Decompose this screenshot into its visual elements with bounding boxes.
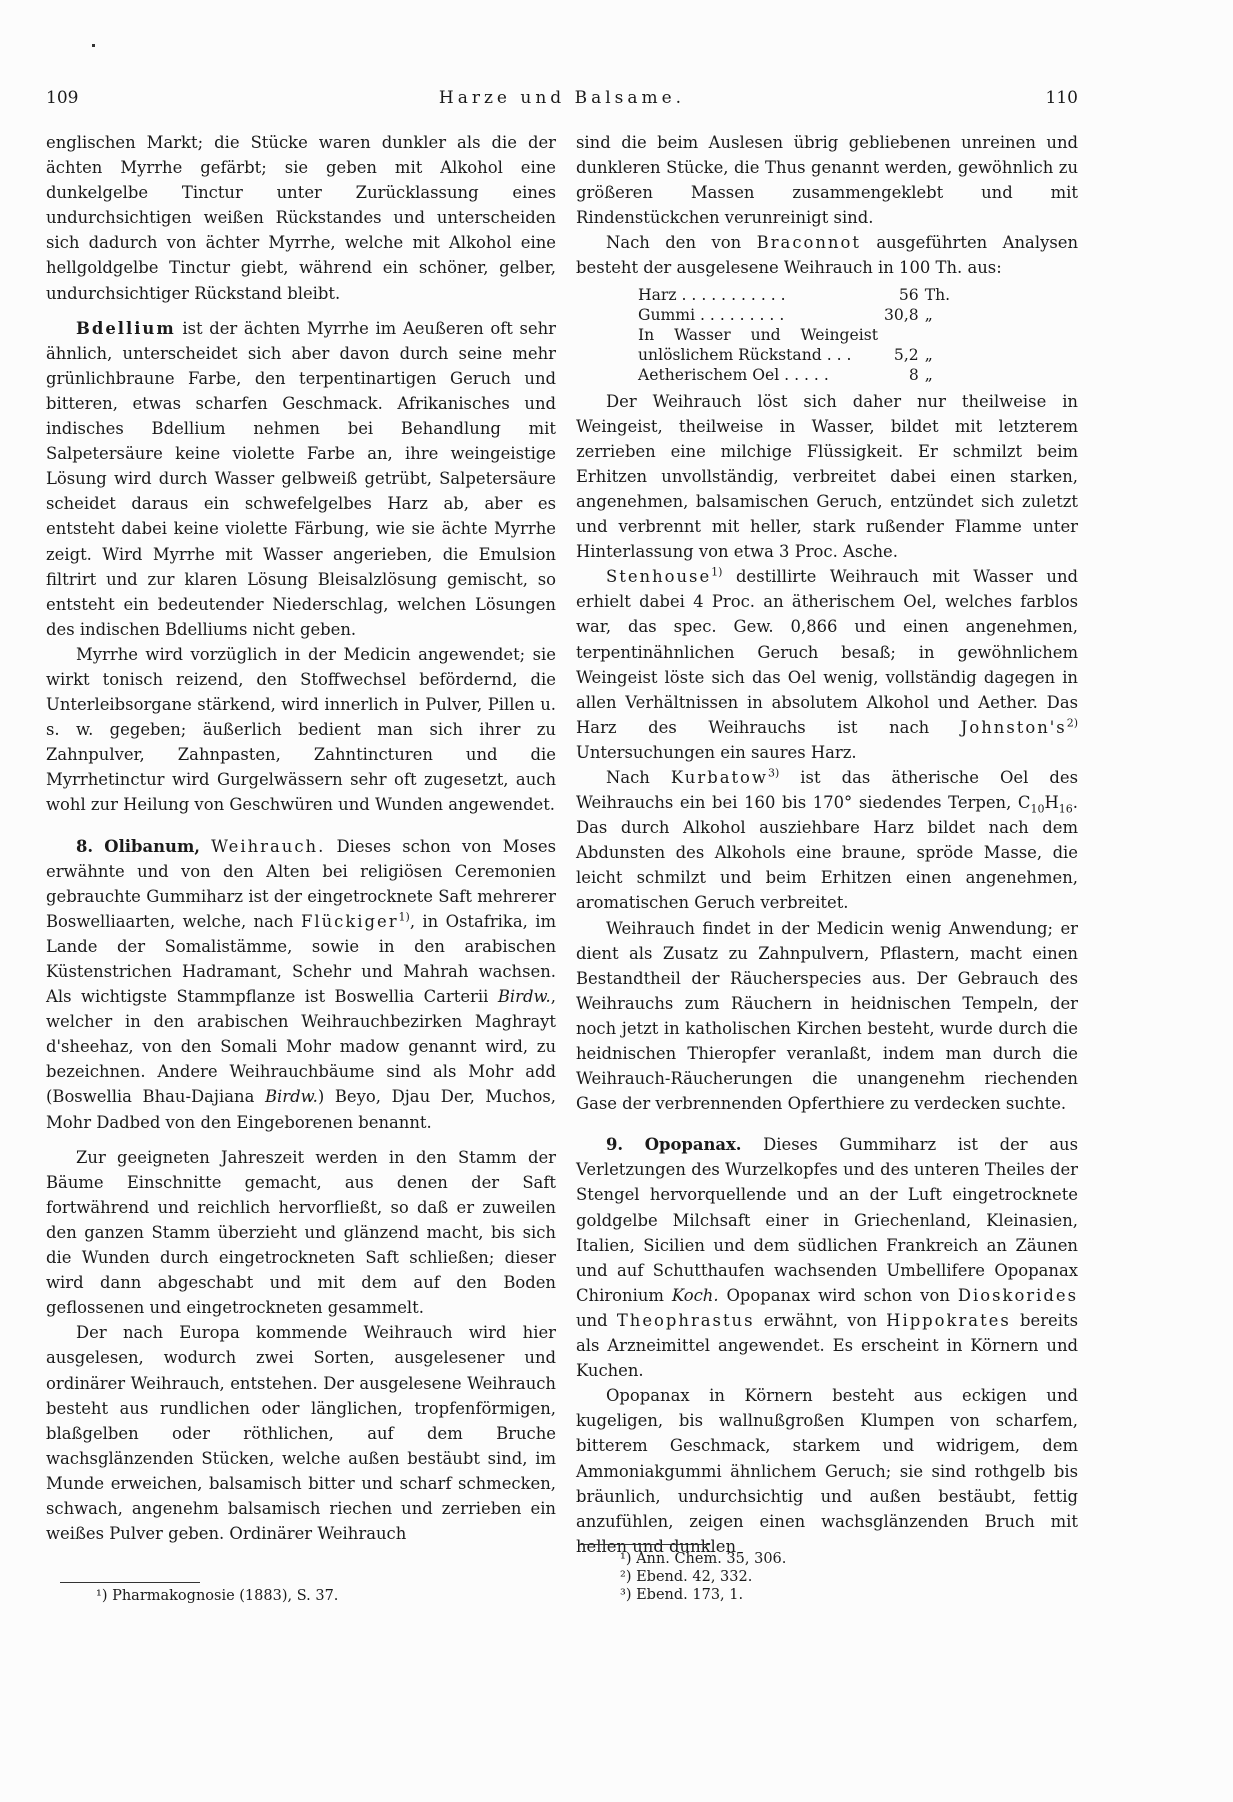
footnotes-right: [620, 1550, 786, 1604]
section-olibanum: 8. Olibanum, Weihrauch. Dieses schon von Moses erwähnte und von den Alten bei religiösen Ceremonien gebrauchte Gummiharz ist der eingetrocknete Saft mehrerer Boswelliaarten, welche, nach Flückiger$^{1)}$, in Ostafrika, im Lande der Somalistämme, sowie in den arabischen Küstenstrichen Hadramant, Schehr und Mahrah wachsen. Als wichtigste Stammpflanze ist Boswellia Carterii Birdw., welcher in den arabischen Weihrauchbezirken Maghrayt d'sheehaz, von den Somali Mohr madow genannt wird, zu bezeichnen. Andere Weihrauchbäume sind als Mohr add (Boswellia Bhau-Dajiana Birdw.) Beyo, Djau Der, Muchos, Mohr Dadbed von den Eingeborenen benannt.: [46, 836, 556, 1132]
composition-table: [638, 285, 956, 385]
author-name: Flückiger: [300, 911, 399, 931]
footnote-left: ¹) Pharmakognosie (1883), S. 37.: [96, 1588, 339, 1604]
section-subtitle: Weihrauch.: [211, 836, 326, 856]
footnote: ¹) Ann. Chem. 35, 306.: [620, 1551, 787, 1567]
paragraph-opopanax-grains: Opopanax in Körnern besteht aus eckigen und kugeligen, bis wallnußgroßen Klumpen von scharfem, bitterem Geschmack, starkem und widrigem, dem Ammoniakgummi ähnlichem Geruch; sie sind rothgelb bis bräunlich, undurchsichtig und außen bestäubt, fettig anzufühlen, zeigen einen wachsglänzenden Bruch mit hellen und dunklen: [576, 1386, 1078, 1556]
footnote-ref: 1): [711, 565, 723, 579]
footnote-rule: [580, 1544, 710, 1545]
paragraph-medicine: Weihrauch findet in der Medicin wenig Anwendung; er dient als Zusatz zu Zahnpulvern, Pflastern, macht einen Bestandtheil der Räucherspecies aus. Der Gebrauch des Weihrauchs zum Räuchern in heidnischen Tempeln, der noch jetzt in katholischen Kirchen besteht, wurde durch die heidnischen Thieropfer veranlaßt, indem man durch die Weihrauch-Räucherungen die unangenehm riechenden Gase der verbrennenden Opferthiere zu verdecken suchte.: [576, 918, 1078, 1114]
paragraph-thus: sind die beim Auslesen übrig gebliebenen unreinen und dunkleren Stücke, die Thus genannt werden, gewöhnlich zu größeren Massen zusammengeklebt und mit Rindenstückchen verunreinigt sind.: [576, 133, 1078, 228]
paragraph-analysis: Nach den von Braconnot ausgeführten Analysen besteht der ausgelesene Weihrauch in 100 Th. aus:: [576, 233, 1078, 278]
paragraph-solubility: Der Weihrauch löst sich daher nur theilweise in Weingeist, theilweise in Wasser, bildet mit letzterem zerrieben eine milchige Flüssigkeit. Er schmilzt beim Erhitzen unvollständig, verbreitet dabei einen starken, angenehmen, balsamischen Geruch, entzündet sich zuletzt und verbrennt mit heller, stark rußender Flamme unter Hinterlassung von etwa 3 Proc. Asche.: [576, 391, 1078, 562]
paragraph-sorting: Der nach Europa kommende Weihrauch wird hier ausgelesen, wodurch zwei Sorten, ausgelesener und ordinärer Weihrauch, entstehen. Der ausgelesene Weihrauch besteht aus rundlichen oder länglichen, tropfenförmigen, blaßgelben oder röthlichen, auf dem Bruche wachsglänzenden Stücken, welche außen bestäubt sind, im Munde erweichen, balsamisch bitter und scharf schmecken, schwach, angenehm balsamisch riechen und zerrieben ein weißes Pulver geben. Ordinärer Weihrauch: [46, 1323, 556, 1544]
ink-speck: [92, 44, 95, 47]
footnote: ²) Ebend. 42, 332.: [620, 1569, 753, 1585]
author-name: Dioskorides: [957, 1285, 1078, 1305]
left-column: [46, 130, 556, 1546]
paragraph-bdellium: Bdellium ist der ächten Myrrhe im Aeußeren oft sehr ähnlich, unterscheidet sich aber davon durch seine mehr grünlichbraune Farbe, den terpentinartigen Geruch und bitteren, etwas scharfen Geschmack. Afrikanisches und indisches Bdellium nehmen bei Behandlung mit Salpetersäure keine violette Farbe an, ihre weingeistige Lösung wird durch Wasser gelbweiß getrübt, Salpetersäure scheidet daraus ein schwefelgelbes Harz ab, aber es entsteht dabei keine violette Färbung, wie sie ächte Myrrhe zeigt. Wird Myrrhe mit Wasser angerieben, die Emulsion filtrirt und zur klaren Lösung Bleisalzlösung gemischt, so entsteht ein bedeutender Niederschlag, welchen Lösungen des indischen Bdelliums nicht geben.: [46, 318, 556, 639]
author-abbrev: Birdw.: [264, 1087, 318, 1107]
footnote-rule: [60, 1582, 200, 1583]
paragraph-myrrh-market: englischen Markt; die Stücke waren dunkler als die der ächten Myrrhe gefärbt; sie geben mit Alkohol eine dunkelgelbe Tinctur unter Zurücklassung eines undurchsichtigen weißen Rückstandes und unterscheiden sich dadurch von ächter Myrrhe, welche mit Alkohol eine hellgoldgelbe Tinctur giebt, während ein schöner, gelber, undurchsichtiger Rückstand bleibt.: [46, 133, 556, 303]
page-number-left: 109: [46, 88, 79, 108]
author-abbrev: Birdw.: [497, 987, 551, 1007]
term-bdellium: Bdellium: [76, 318, 176, 338]
section-title: Opopanax.: [644, 1135, 742, 1155]
paragraph-myrrh-use: Myrrhe wird vorzüglich in der Medicin angewendet; sie wirkt tonisch reizend, den Stoffwechsel befördernd, die Unterleibsorgane stärkend, wird innerlich in Pulver, Pillen u. s. w. gegeben; äußerlich bedient man sich ihrer zu Zahnpulver, Zahnpasten, Zahntincturen und die Myrrhetinctur wird Gurgelwässern sehr oft zugesetzt, auch wohl zur Heilung von Geschwüren und Wunden angewendet.: [46, 644, 556, 815]
running-title: Harze und Balsame.: [438, 88, 686, 108]
footnote: ³) Ebend. 173, 1.: [620, 1587, 744, 1603]
author-name: Kurbatow: [670, 767, 768, 787]
section-opopanax: 9. Opopanax. Dieses Gummiharz ist der aus Verletzungen des Wurzelkopfes und des unteren Theiles der Stengel hervorquellende und an der Luft eingetrocknete goldgelbe Milchsaft einer in Griechenland, Kleinasien, Italien, Sicilien und dem südlichen Frankreich an Zäunen und auf Schutthaufen wachsenden Umbellifere Opopanax Chironium Koch. Opopanax wird schon von Dioskorides und Theophrastus erwähnt, von Hippokrates bereits als Arzneimittel angewendet. Es erscheint in Körnern und Kuchen.: [576, 1135, 1078, 1381]
table-row: Gummi . . . . . . . . . 30,8 „: [638, 305, 933, 324]
author-name: Stenhouse: [606, 567, 712, 587]
table-row: In Wasser und Weingeist unlöslichem Rückstand . . . 5,2 „: [638, 325, 933, 364]
footnote-ref: 1): [398, 910, 410, 924]
author-abbrev: Koch.: [671, 1285, 719, 1305]
paragraph-stenhouse: Stenhouse$^{1)}$ destillirte Weihrauch mit Wasser und erhielt dabei 4 Proc. an ätherischem Oel, welches farblos war, das spec. Gew. 0,866 und einen angenehmen, terpentinähnlichen Geruch besaß; in gewöhnlichem Weingeist löste sich das Oel wenig, vollständig dagegen in allen Verhältnissen in absolutem Alkohol und Aether. Das Harz des Weihrauchs ist nach $Johnston's^{2)}$ Untersuchungen ein saures Harz.: [576, 565, 1078, 762]
table-row: Aetherischem Oel . . . . . 8 „: [638, 365, 933, 384]
paragraph-harvest: Zur geeigneten Jahreszeit werden in den Stamm der Bäume Einschnitte gemacht, aus denen der Saft fortwährend und reichlich hervorfließt, so daß er zuweilen den ganzen Stamm überzieht und glänzend macht, bis sich die Wunden durch eingetrockneten Saft schließen; dieser wird dann abgeschabt und mit dem auf den Boden geflossenen und eingetrockneten gesammelt.: [46, 1147, 556, 1318]
page-number-right: 110: [1045, 88, 1078, 108]
footnote-ref: 2): [1066, 716, 1078, 730]
section-title: Olibanum,: [104, 836, 200, 856]
section-number: 8.: [76, 836, 94, 856]
page-header: [46, 88, 1078, 116]
right-column: [576, 130, 1078, 1559]
author-name: Braconnot: [756, 233, 861, 253]
author-name: Theophrastus: [616, 1310, 755, 1330]
author-name: Johnston's: [960, 717, 1067, 737]
table-row: Harz . . . . . . . . . . . 56 Th.: [638, 285, 951, 304]
paragraph-kurbatow: Nach Kurbatow$^{3)}$ ist das ätherische Oel des Weihrauchs ein bei 160 bis 170° siedendes Terpen, $C_{10}H_{16}$. Das durch Alkohol ausziehbare Harz bildet nach dem Abdunsten des Alkohols eine braune, spröde Masse, die leicht schmilzt und beim Erhitzen einen angenehmen, aromatischen Geruch verbreitet.: [576, 766, 1078, 913]
section-number: 9.: [606, 1135, 624, 1155]
footnote-ref: 3): [767, 766, 780, 780]
author-name: Hippokrates: [886, 1310, 1011, 1330]
